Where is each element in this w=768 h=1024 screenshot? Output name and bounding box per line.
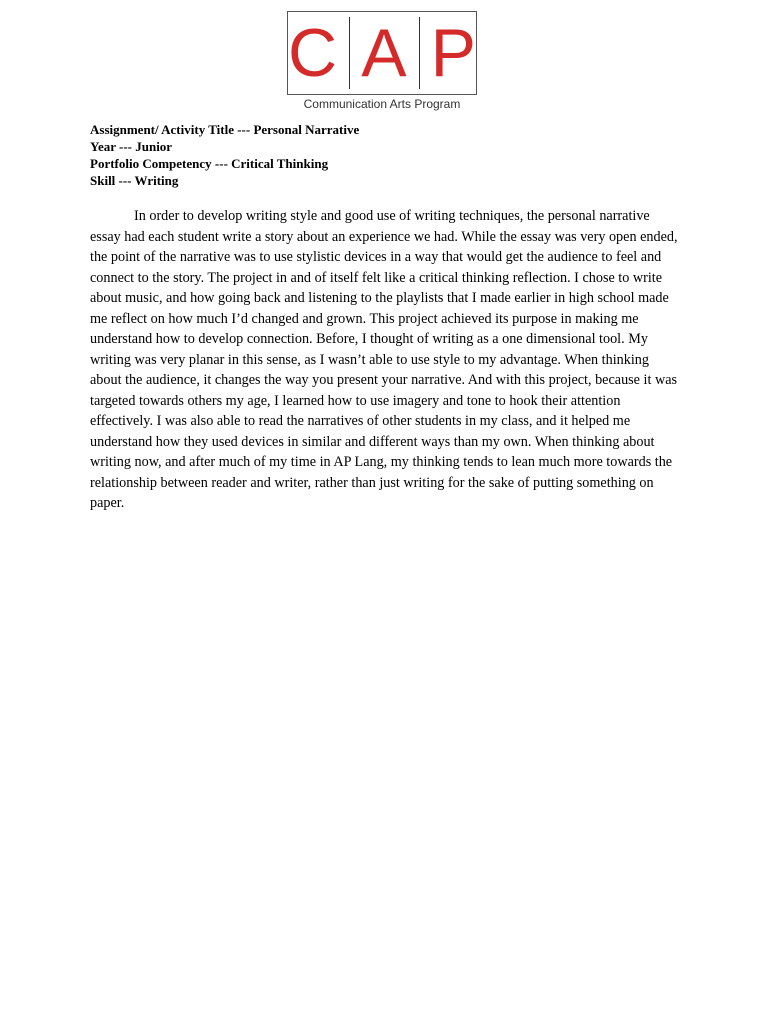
logo-letter-a: A — [361, 15, 407, 91]
logo-box — [287, 11, 477, 95]
assignment-meta — [90, 121, 359, 189]
logo-letter-p: P — [430, 15, 476, 91]
portfolio-competency: Portfolio Competency --- Critical Thinking — [90, 156, 329, 171]
logo-letter-c: C — [288, 15, 338, 91]
assignment-title: Assignment/ Activity Title --- Personal Narrative — [90, 122, 360, 137]
cap-logo — [287, 11, 479, 114]
narrative-paragraph: In order to develop writing style and good use of writing techniques, the personal narrative essay had each student write a story about an experience we had. While the essay was very open ended, the point of the narrative was to use stylistic devices in a way that would get the audience to feel and connect to the story. The project in and of itself felt like a critical thinking reflection. I chose to write about music, and how going back and listening to the playlists that I made earlier in high school made me reflect on how much I’d changed and grown. This project achieved its purpose in making me understand how to develop connection. Before, I thought of writing as a one dimensional tool. My writing was very planar in this sense, as I wasn’t able to use style to my advantage. When thinking about the audience, it changes the way you present your narrative. And with this project, because it was targeted towards others my age, I learned how to use imagery and tone to hook their attention effectively. I was also able to read the narratives of other students in my class, and it helped me understand how they used devices in similar and different ways than my own. When thinking about writing now, and after much of my time in AP Lang, my thinking tends to lean much more towards the relationship between reader and writer, rather than just writing for the sake of putting something on paper. — [90, 208, 678, 511]
assignment-skill: Skill --- Writing — [90, 173, 179, 188]
assignment-year: Year --- Junior — [90, 139, 173, 154]
logo-caption: Communication Arts Program — [303, 97, 461, 111]
